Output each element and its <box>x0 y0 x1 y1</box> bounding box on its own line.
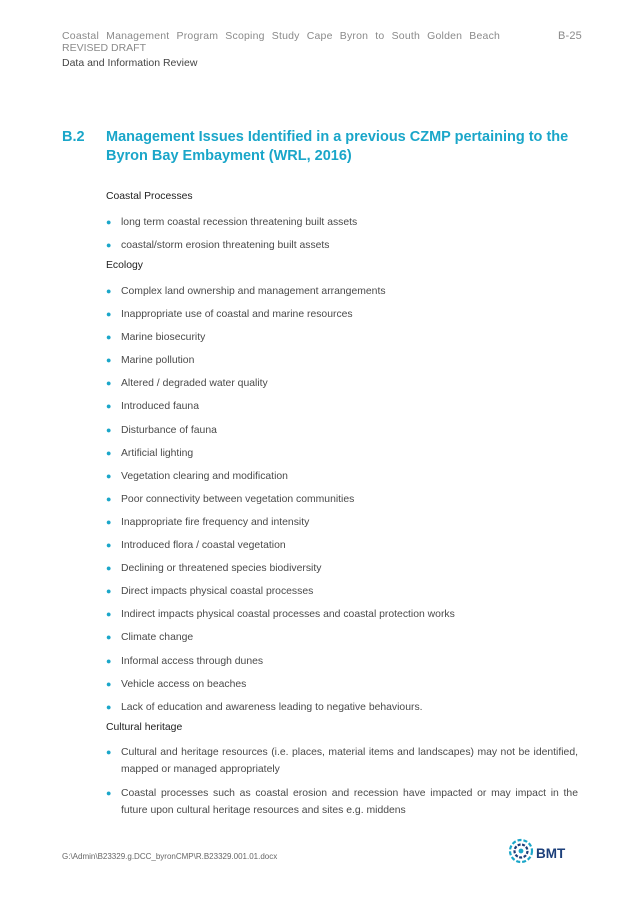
list-item <box>106 785 578 819</box>
bullet-icon: ● <box>106 493 112 504</box>
bullet-icon: ● <box>106 563 112 574</box>
list-item-text: Poor connectivity between vegetation communities <box>121 493 355 505</box>
bullet-icon: ● <box>106 746 112 757</box>
bmt-logo <box>508 838 565 869</box>
list-item <box>106 375 578 392</box>
bullet-icon: ● <box>106 286 112 296</box>
document-body <box>106 191 578 826</box>
header-line <box>62 30 582 42</box>
list-item-text: coastal/storm erosion threatening built assets <box>121 240 330 251</box>
bullet-icon: ● <box>106 447 112 458</box>
list-item-text: Introduced fauna <box>121 401 199 413</box>
bullet-icon: ● <box>106 516 112 527</box>
list-item-text: Inappropriate fire frequency and intensity <box>121 516 310 528</box>
list-item <box>106 537 578 554</box>
list-item <box>106 676 578 693</box>
header-subtitle: Data and Information Review <box>62 57 198 69</box>
page-header <box>62 30 582 69</box>
coastal-processes-list <box>106 214 578 254</box>
list-item <box>106 237 578 254</box>
cultural-heritage-heading: Cultural heritage <box>106 721 183 733</box>
page-number: B-25 <box>557 30 582 42</box>
list-item <box>106 606 578 623</box>
draft-label: REVISED DRAFT <box>62 42 147 54</box>
list-item <box>106 283 578 300</box>
bullet-icon: ● <box>106 655 112 666</box>
bullet-icon: ● <box>106 424 112 435</box>
bullet-icon: ● <box>106 678 112 689</box>
list-item-text: Cultural and heritage resources (i.e. places, material items and landscapes) may not be identified, mapped or managed appropriately <box>121 746 578 775</box>
list-item-text: Complex land ownership and management arrangements <box>121 286 386 297</box>
list-item <box>106 214 578 231</box>
list-item <box>106 560 578 577</box>
list-item <box>106 445 578 462</box>
list-item-text: Marine pollution <box>121 355 195 367</box>
list-item-text: Lack of education and awareness leading to negative behaviours. <box>121 701 423 713</box>
section-title: Management Issues Identified in a previous CZMP pertaining to the Byron Bay Embayment (WRL, 2016) <box>106 129 569 164</box>
bmt-globe-icon <box>508 838 534 869</box>
list-item-text: Disturbance of fauna <box>121 424 217 436</box>
cultural-heritage-list <box>106 744 578 819</box>
list-item <box>106 422 578 439</box>
list-item-text: Marine biosecurity <box>121 332 206 344</box>
list-item <box>106 699 578 716</box>
list-item-text: Informal access through dunes <box>121 655 264 667</box>
list-item-text: Artificial lighting <box>121 447 194 459</box>
bullet-icon: ● <box>106 217 112 227</box>
list-item-text: Vegetation clearing and modification <box>121 470 288 482</box>
list-item <box>106 653 578 670</box>
list-item-text: long term coastal recession threatening built assets <box>121 217 358 228</box>
list-item <box>106 329 578 346</box>
ecology-heading: Ecology <box>106 260 143 271</box>
bullet-icon: ● <box>106 632 112 643</box>
bullet-icon: ● <box>106 355 112 366</box>
bullet-icon: ● <box>106 540 112 551</box>
bullet-icon: ● <box>106 309 112 320</box>
list-item-text: Inappropriate use of coastal and marine resources <box>121 309 353 321</box>
list-item-text: Declining or threatened species biodiversity <box>121 563 322 575</box>
list-item-text: Direct impacts physical coastal processes <box>121 586 314 598</box>
list-item-text: Introduced flora / coastal vegetation <box>121 540 286 552</box>
section-number: B.2 <box>62 129 85 145</box>
list-item <box>106 306 578 323</box>
bullet-icon: ● <box>106 470 112 481</box>
list-item <box>106 629 578 646</box>
list-item <box>106 583 578 600</box>
bullet-icon: ● <box>106 401 112 412</box>
bullet-icon: ● <box>106 240 112 250</box>
list-item <box>106 468 578 485</box>
list-item-text: Climate change <box>121 632 194 644</box>
bullet-icon: ● <box>106 701 112 712</box>
bmt-logo-text: BMT <box>536 846 566 861</box>
list-item <box>106 491 578 508</box>
list-item-text: Altered / degraded water quality <box>121 378 268 390</box>
footer-path: G:\Admin\B23329.g.DCC_byronCMP\R.B23329.001.01.docx <box>62 852 278 861</box>
section-heading <box>62 128 582 166</box>
list-item-text: Coastal processes such as coastal erosion and recession have impacted or may impact in the future upon cultural heritage resources and sites e.g. middens <box>121 787 578 816</box>
list-item <box>106 352 578 369</box>
bullet-icon: ● <box>106 609 112 620</box>
list-item-text: Indirect impacts physical coastal processes and coastal protection works <box>121 609 455 621</box>
ecology-list <box>106 283 578 716</box>
list-item <box>106 398 578 415</box>
list-item-text: Vehicle access on beaches <box>121 678 247 690</box>
bullet-icon: ● <box>106 332 112 343</box>
list-item <box>106 744 578 778</box>
coastal-processes-heading: Coastal Processes <box>106 191 193 202</box>
bullet-icon: ● <box>106 586 112 597</box>
list-item <box>106 514 578 531</box>
bullet-icon: ● <box>106 787 112 798</box>
header-title: Coastal Management Program Scoping Study Cape Byron to South Golden Beach <box>62 30 501 42</box>
bullet-icon: ● <box>106 378 112 389</box>
